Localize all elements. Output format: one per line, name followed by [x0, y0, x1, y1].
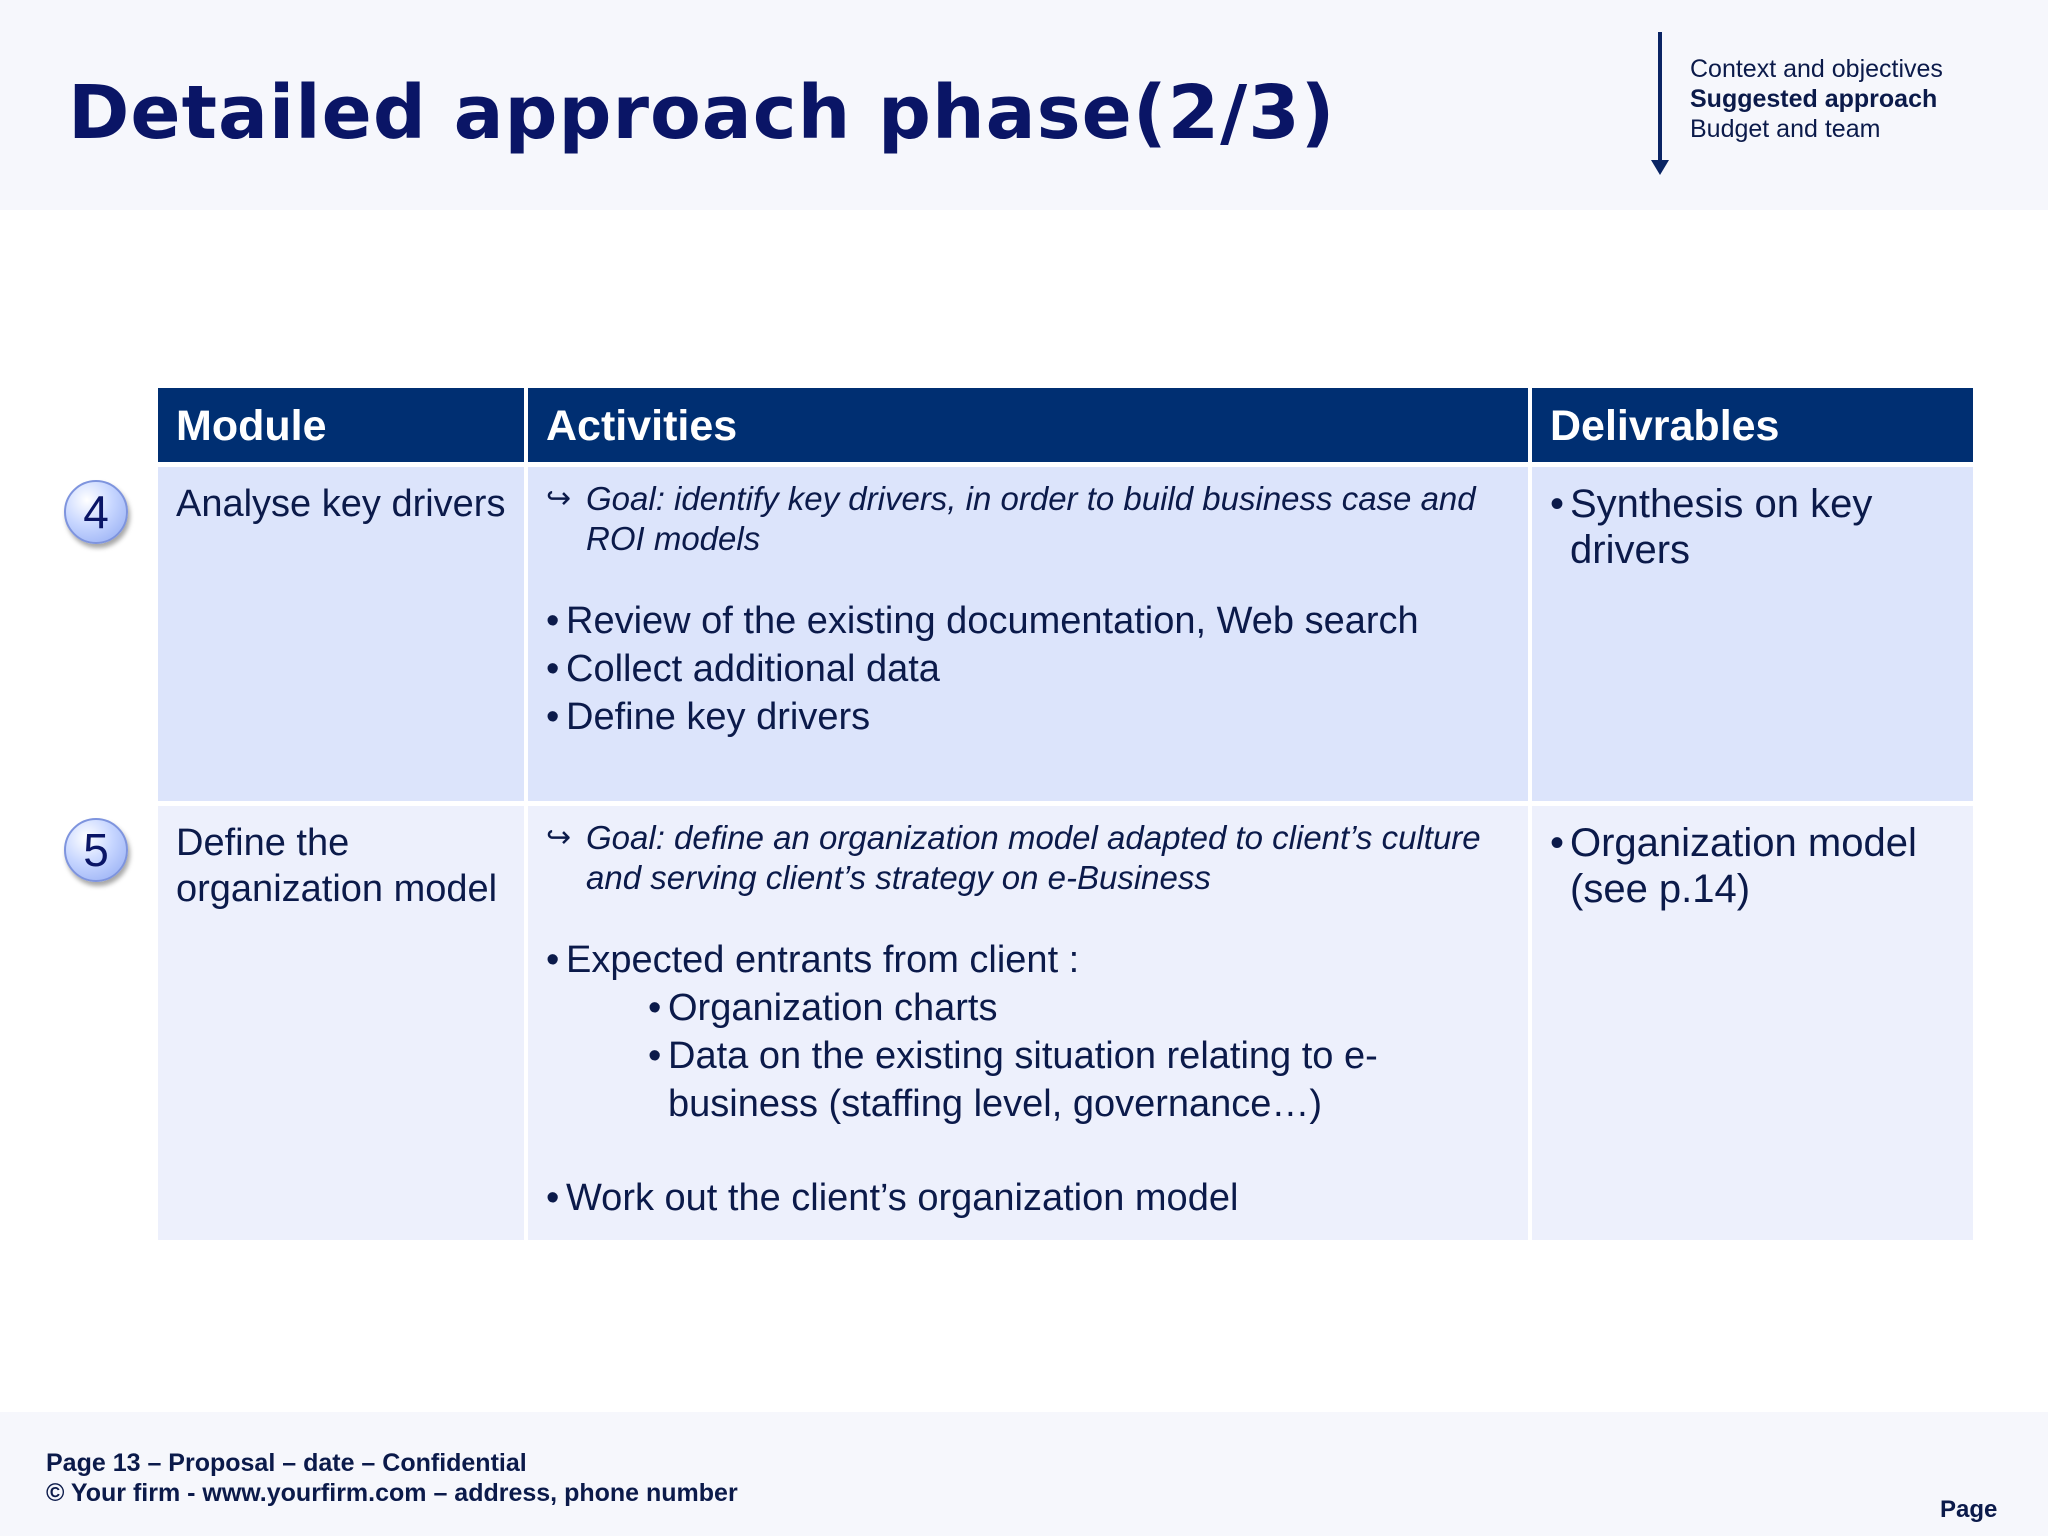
- down-arrow-icon: [1651, 160, 1669, 175]
- footer-line-1: Page 13 – Proposal – date – Confidential: [46, 1449, 527, 1477]
- module-number-badge: 5: [64, 818, 128, 882]
- bullet-icon: •: [546, 1177, 560, 1219]
- list-item: • Organization model (see p.14): [1550, 821, 1917, 911]
- bullet-icon: •: [1550, 821, 1565, 865]
- page-label: Page: [1940, 1496, 1998, 1523]
- list-item: • Data on the existing situation relating to e-business (staffing level, governance…): [546, 1032, 1510, 1128]
- deliverables-cell: [1532, 467, 1973, 801]
- nav-progress-line: [1658, 32, 1662, 162]
- module-number-badge: 4: [64, 480, 128, 544]
- nav-item-approach: Suggested approach: [1690, 85, 1938, 113]
- table-row: [158, 467, 1973, 801]
- goal-text: Goal: define an organization model adapted to client’s culture and serving client’s strategy on e-Business: [586, 819, 1481, 896]
- bullet-icon: •: [648, 1035, 662, 1077]
- list-item: • Work out the client’s organization model: [546, 1174, 1510, 1222]
- page-title: Detailed approach phase(2/3): [68, 70, 1336, 156]
- table-row: [158, 806, 1973, 1240]
- bullet-icon: •: [648, 987, 662, 1029]
- nav-item-context: Context and objectives: [1690, 55, 1943, 83]
- list-item: • Define key drivers: [546, 693, 1510, 741]
- footer-line-2: © Your firm - www.yourfirm.com – address, phone number: [46, 1479, 738, 1507]
- bullet-icon: •: [1550, 482, 1565, 526]
- activities-cell: [528, 806, 1528, 1240]
- deliverables-cell: [1532, 806, 1973, 1240]
- curved-arrow-icon: ↪: [546, 482, 572, 515]
- curved-arrow-icon: ↪: [546, 821, 572, 854]
- activity-list: [546, 936, 1510, 1222]
- module-cell: Analyse key drivers: [158, 467, 524, 801]
- slide-header: [0, 0, 2048, 210]
- module-cell: Define the organization model: [158, 806, 524, 1240]
- slide-footer: [0, 1412, 2048, 1536]
- table-header: [158, 388, 1973, 462]
- goal-line: [546, 818, 1510, 898]
- goal-line: [546, 479, 1510, 559]
- bullet-icon: •: [546, 696, 560, 738]
- bullet-icon: •: [546, 648, 560, 690]
- approach-table: [158, 388, 1973, 1240]
- bullet-icon: •: [546, 939, 560, 981]
- activity-list: [546, 597, 1510, 741]
- footer-info: [46, 1448, 738, 1508]
- list-item: • Collect additional data: [546, 645, 1510, 693]
- goal-text: Goal: identify key drivers, in order to build business case and ROI models: [586, 480, 1476, 557]
- bullet-icon: •: [546, 600, 560, 642]
- list-item: • Organization charts: [546, 984, 1510, 1032]
- list-item: • Expected entrants from client :: [546, 936, 1510, 984]
- nav-item-budget: Budget and team: [1690, 115, 1881, 143]
- column-header-deliverables: Delivrables: [1532, 388, 1973, 462]
- activities-cell: [528, 467, 1528, 801]
- section-navigator: [1690, 54, 1943, 144]
- column-header-activities: Activities: [528, 388, 1528, 462]
- list-item: • Synthesis on key drivers: [1550, 482, 1873, 572]
- list-item: • Review of the existing documentation, Web search: [546, 597, 1510, 645]
- column-header-module: Module: [158, 388, 524, 462]
